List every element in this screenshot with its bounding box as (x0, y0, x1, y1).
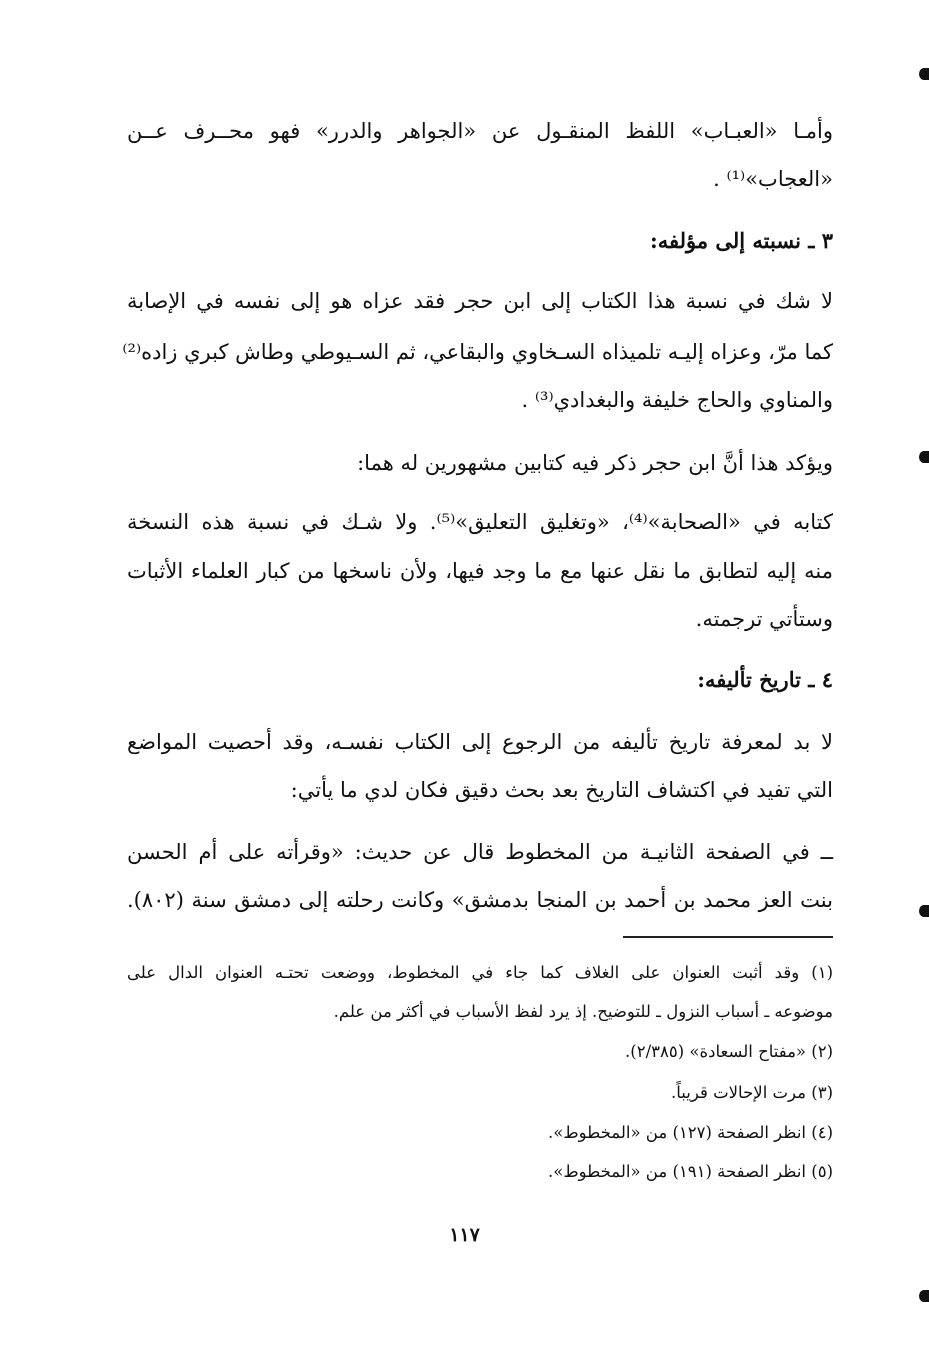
footnote-5: (٥) انظر الصفحة (١٩١) من «المخطوط». (548, 1162, 833, 1181)
paragraph-3-line-1: ويؤكد هذا أنَّ ابن حجر ذكر فيه كتابين مشهورين له هما: (357, 451, 833, 475)
footnote-separator (623, 936, 833, 938)
scan-edge-mark (919, 68, 929, 80)
footnote-1-line-2: موضوعه ـ أسباب النزول ـ للتوضيح. إذ يرد لفظ الأسباب في أكثر من علم. (333, 1002, 833, 1021)
scan-edge-mark (919, 451, 929, 463)
section-heading-4: ٤ ـ تاريخ تأليفه: (697, 667, 833, 692)
paragraph-1-line-2: «العجاب»⁽¹⁾ . (713, 167, 833, 191)
paragraph-4-line-2: منه إليه لتطابق ما نقل عنها مع ما وجد فيها، ولأن ناسخها من كبار العلماء الأثبات (127, 559, 833, 583)
paragraph-4-line-1: كتابه في «الصحابة»⁽⁴⁾، «وتغليق التعليق»⁽⁵⁾. ولا شـك في نسبة هذه النسخة (127, 510, 833, 534)
paragraph-6-line-2: بنت العز محمد بن أحمد بن المنجا بدمشق» وكانت رحلته إلى دمشق سنة (٨٠٢). (127, 888, 833, 912)
footnote-3: (٣) مرت الإحالات قريباً. (671, 1083, 833, 1102)
paragraph-2-line-1: لا شك في نسبة هذا الكتاب إلى ابن حجر فقد عزاه هو إلى نفسه في الإصابة (127, 289, 833, 313)
scan-edge-mark (919, 1290, 929, 1302)
footnote-1-line-1: (١) وقد أثبت العنوان على الغلاف كما جاء في المخطوط، ووضعت تحتـه العنوان الدال على (127, 963, 833, 982)
scan-edge-mark (919, 905, 929, 917)
paragraph-4-line-3: وستأتي ترجمته. (695, 607, 833, 631)
paragraph-5-line-2: التي تفيد في اكتشاف التاريخ بعد بحث دقيق فكان لدي ما يأتي: (290, 778, 833, 802)
footnote-4: (٤) انظر الصفحة (١٢٧) من «المخطوط». (548, 1123, 833, 1142)
section-heading-3: ٣ ـ نسبته إلى مؤلفه: (649, 228, 833, 253)
page-number: ١١٧ (449, 1224, 480, 1246)
paragraph-2-line-3: والمناوي والحاج خليفة والبغدادي⁽³⁾ . (521, 388, 833, 412)
footnote-2: (٢) «مفتاح السعادة» (٢/٣٨٥). (625, 1042, 833, 1061)
paragraph-5-line-1: لا بد لمعرفة تاريخ تأليفه من الرجوع إلى الكتاب نفسـه، وقد أحصيت المواضع (127, 730, 833, 754)
paragraph-6-line-1: ــ في الصفحة الثانيـة من المخطوط قال عن حديث: «وقرأته على أم الحسن (127, 840, 833, 864)
paragraph-1-line-1: وأمـا «العبـاب» اللفظ المنقـول عن «الجواهر والدرر» فهو محــرف عــن (127, 119, 833, 143)
paragraph-2-line-2: كما مرّ، وعزاه إليـه تلميذاه السـخاوي والبقاعي، ثم السـيوطي وطاش كبري زاده⁽²⁾ (122, 340, 833, 364)
